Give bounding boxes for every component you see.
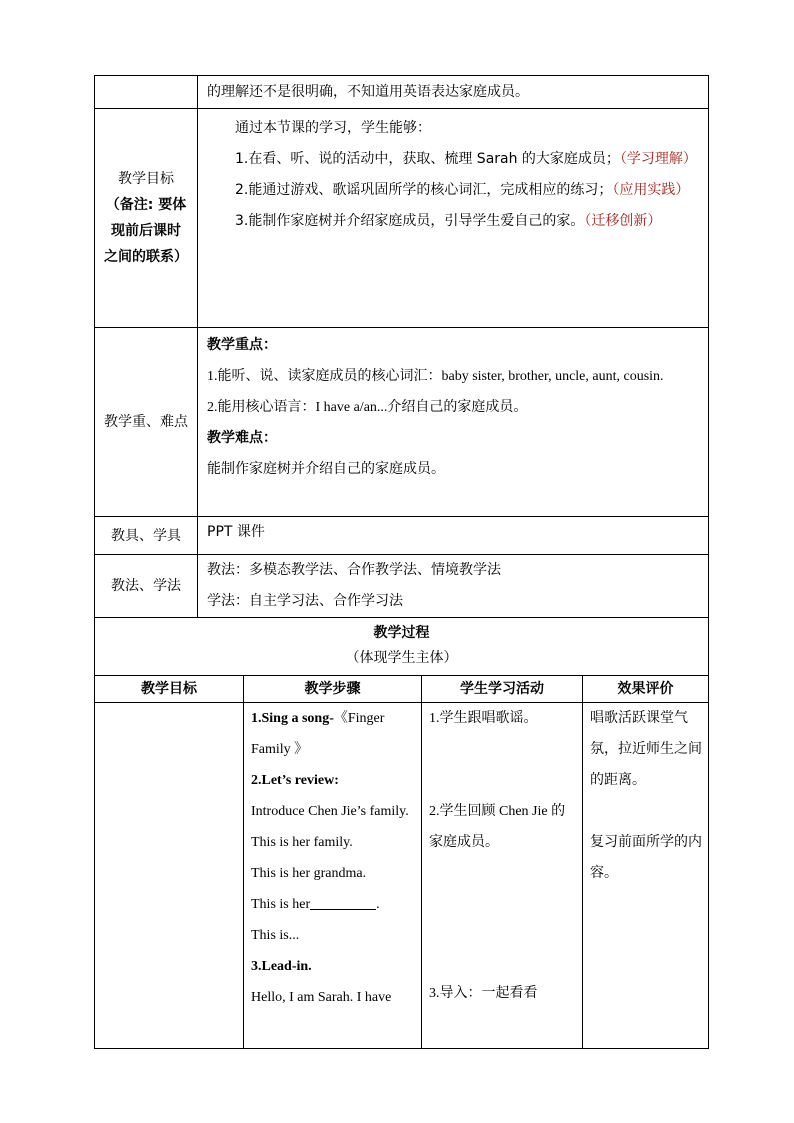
- objectives-label-line: （备注: 要体: [105, 197, 187, 213]
- step-1-title: 1.Sing a song-: [251, 711, 334, 726]
- evaluation-1: 唱歌活跃课堂气氛，拉近师生之间的距离。: [590, 710, 702, 788]
- methods-content: [198, 555, 709, 618]
- continuation-text: 的理解还不是很明确，不知道用英语表达家庭成员。: [198, 76, 709, 109]
- evaluation-2: 复习前面所学的内容。: [590, 834, 702, 881]
- objectives-label-line: 教学目标: [118, 171, 174, 187]
- header-steps: 教学步骤: [244, 676, 422, 703]
- header-objective: 教学目标: [95, 676, 244, 703]
- continuation-row: [95, 76, 709, 109]
- learning-method: 学法：自主学习法、合作学习法: [207, 593, 403, 609]
- tools-value: PPT 课件: [198, 517, 709, 555]
- continuation-label-cell: [95, 76, 198, 109]
- key-points-label: 教学重、难点: [95, 328, 198, 517]
- objectives-intro: 通过本节课的学习，学生能够：: [235, 120, 431, 136]
- process-steps-cell: [244, 703, 422, 1049]
- objectives-label: [95, 109, 198, 328]
- step-1-song: 《Finger Family 》: [251, 711, 385, 757]
- objective-text: 2.能通过游戏、歌谣巩固所学的核心词汇，完成相应的练习；: [235, 182, 613, 198]
- objective-item: [207, 175, 700, 206]
- step-2-line-4: This is...: [251, 928, 300, 943]
- methods-label: 教法、学法: [95, 555, 198, 618]
- objective-tag: （学习理解）: [619, 151, 697, 167]
- fill-blank: [310, 893, 376, 910]
- header-evaluation: 效果评价: [583, 676, 709, 703]
- key-points-content: [198, 328, 709, 517]
- process-title-row: [95, 618, 709, 676]
- lesson-plan-page: [94, 75, 708, 1049]
- step-2-title: 2.Let’s review:: [251, 773, 339, 788]
- process-evaluation-cell: [583, 703, 709, 1049]
- process-objective-cell: [95, 703, 244, 1049]
- objectives-row: [95, 109, 709, 328]
- process-subtitle: （体现学生主体）: [345, 650, 458, 666]
- step-2-intro: Introduce Chen Jie’s family.: [251, 804, 409, 819]
- step-2-line-1: This is her family.: [251, 835, 353, 850]
- objective-item: [207, 206, 700, 237]
- objective-tag: （应用实践）: [612, 182, 690, 198]
- tools-row: [95, 517, 709, 555]
- objectives-content: [198, 109, 709, 328]
- objective-item: [207, 144, 700, 175]
- methods-row: [95, 555, 709, 618]
- lesson-plan-table: [94, 75, 709, 1049]
- step-1: [251, 703, 415, 765]
- objectives-label-line: 现前后课时: [111, 223, 181, 239]
- objective-text: 3.能制作家庭树并介绍家庭成员，引导学生爱自己的家。: [235, 213, 585, 229]
- process-activities-cell: [422, 703, 583, 1049]
- key-points-row: [95, 328, 709, 517]
- process-title: 教学过程: [373, 625, 430, 641]
- objective-tag: （迁移创新）: [584, 213, 662, 229]
- activity-3: 3.导入：一起看看: [429, 986, 538, 1001]
- step-2-line-2: This is her grandma.: [251, 866, 367, 881]
- objectives-label-line: 之间的联系）: [104, 249, 188, 265]
- difficult-point-1: 能制作家庭树并介绍自己的家庭成员。: [207, 461, 445, 477]
- difficult-points-title: 教学难点：: [207, 430, 277, 446]
- step-3-line-1: Hello, I am Sarah. I have: [251, 990, 392, 1005]
- process-title-cell: [95, 618, 709, 676]
- key-points-title: 教学重点：: [207, 337, 277, 353]
- activity-1: 1.学生跟唱歌谣。: [429, 711, 538, 726]
- teaching-method: 教法：多模态教学法、合作教学法、情境教学法: [207, 562, 501, 578]
- header-activities: 学生学习活动: [422, 676, 583, 703]
- key-point-1: 1.能听、说、读家庭成员的核心词汇：baby sister, brother, uncle, aunt, cousin.: [207, 369, 664, 384]
- key-point-2: 2.能用核心语言：I have a/an...介绍自己的家庭成员。: [207, 400, 528, 415]
- process-header-row: [95, 676, 709, 703]
- process-body-row: [95, 703, 709, 1049]
- activity-2: 2.学生回顾 Chen Jie 的家庭成员。: [429, 804, 566, 850]
- tools-label: 教具、学具: [95, 517, 198, 555]
- step-2-line-3: This is her .: [251, 889, 415, 920]
- objective-text: 1.在看、听、说的活动中，获取、梳理 Sarah 的大家庭成员；: [235, 151, 620, 167]
- step-3-title: 3.Lead-in.: [251, 959, 312, 974]
- step-2-line-3-text: This is her: [251, 897, 311, 912]
